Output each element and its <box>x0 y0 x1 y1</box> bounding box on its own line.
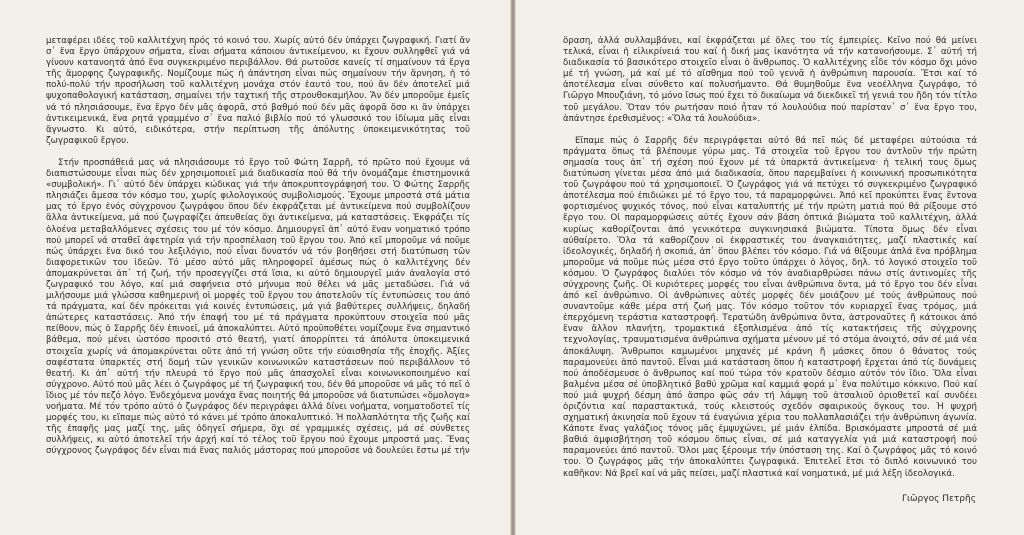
left-paragraph-2: Στήν προσπάθειά μας νά πλησιάσουμε τό ἔργο τοῦ Φώτη Σαρρῆ, τό πρῶτο πού ἔχουμε νά διαπιστώσουμε εἶναι πώς δέν χρησιμοποιεῖ μιά διαδικασία πού θά τήν ὀνομάζαμε ἐπιστημονικά «συμβολική». Γι᾿ αὐτό δέν ὑπάρχει κώδικας γιά τήν ἀποκρυπτογράφησή του. Ὁ Φώτης Σαρρῆς πλησιάζει ἄμεσα τόν κόσμο του, χωρίς φιλολογικούς συμβολισμούς. Ἔχουμε μπροστά στά μάτια μας τό ἔργο ἑνός σύγχρονου ζωγράφου ὅπου δέν ἐκφράζεται μέ ἀντικείμενα πού συμβολίζουν ἄλλα ἀντικείμενα, μά πού ζωγραφίζει ἀπευθείας ὅχι ἀντικείμενα, μά καταστάσεις. Ἐκφράζει τίς ὁλοένα μεταβαλλόμενες σχέσεις του μέ τόν κόσμο. Δημιουργεῖ ἀπ᾿ αὐτό ἕναν νοηματικό τρόπο πού μπορεῖ νά σταθεῖ ἀφετηρία γιά τήν προσπέλαση τοῦ ἔργου του. Ἀπό κεῖ μποροῦμε νά ποῦμε πώς ὑπάρχει ἕνα δικό του λεξιλόγιο, πού εἶναι δυνατόν νά τόν βοηθήσει στή διατύπωση τῶν διαφορετικῶν του ἰδεῶν. Τό μέσο αὐτό μᾶς πληροφορεῖ ἀμέσως πώς ὁ καλλιτέχνης δέν ἀπομακρύνεται ἀπ᾿ τή ζωή, τήν προσεγγίζει στά ἴσια, κι αὐτό δημιουργεῖ μιάν ἀναλογία στό ζωγραφικό του λόγο, καί μιά σαφήνεια στό μήνυμα πού θέλει νά μᾶς μεταδώσει. Γιά νά μιλήσουμε μιά γλώσσα καθημερινή οἱ μορφές τοῦ ἔργου του ἀποτελοῦν τίς ἐντυπώσεις του ἀπό τά πράγματα, καί δέν πρόκειται γιά κοινές ἐντυπώσεις, μά γιά βαθύτερες συλλήψεις, δηλαδή ἀπώτερες καταστάσεις. Ἀπό τήν ἐπαφή του μέ τά πράγματα προκύπτουν στοιχεῖα πού μᾶς πείθουν, πώς ὁ Σαρρῆς δέν ἐπινοεῖ, μά ἀποκαλύπτει. Αὐτό προϋποθέτει νομίζουμε ἕνα σημαντικό βάθεμα, πού μένει ὡστόσο προσιτό στό θεατή, γιατί ἀπορρίπτει τά ἀπόλυτα ὑποκειμενικά στοιχεῖα χωρίς νά ἀπομακρύνεται οὔτε ἀπό τή γνώση οὔτε τήν εὐαισθησία τῆς ἐποχῆς. Ἀξίες σαφέστατα ὑπαρκτές στή δομή τῶν γενικῶν κοινωνικῶν καταστάσεων πού περιβάλλουν τό θεατή. Κι ἀπ᾿ αὐτή τήν πλευρά τό ἔργο πού μᾶς ἀπασχολεῖ εἶναι κοινωνικοποιημένο καί σύγχρονο. Αὐτό πού μᾶς λέει ὁ ζωγράφος μέ τή ζωγραφική του, δέν θά μποροῦσε νά μᾶς τό πεῖ ὁ ἴδιος μέ τόν πεζό λόγο. Ἐνδεχόμενα μονάχα ἕνας ποιητής θά μποροῦσε νά διατυπώσει «ὅμολογα» νοήματα. Μέ τόν τρόπο αὐτό ὁ ζωγράφος δέν περιγράφει ἀλλά δίνει νοήματα, νοηματοδοτεῖ τίς μορφές του, κι εἴπαμε πώς αὐτό τό κάνει μέ τρόπο ἀποκαλυπτικό. Ἡ πολλαπλότητα τῆς ζωῆς καί τῆς ἐπαφῆς μας μαζί της, μᾶς ὁδηγεῖ σήμερα, ὅχι σέ γραμμικές σχέσεις, μά σέ σύνθετες συλλήψεις, κι αὐτό ἀποτελεῖ τήν ἀρχή καί τό τέλος τοῦ ἔργου πού ἔχουμε μπροστά μας. Ἕνας σύγχρονος ζωγράφος δέν εἶναι πιά ἕνας παλιός μάστορας πού μποροῦσε νά δουλεύει ἔστω μέ τήν <box>46 157 470 457</box>
left-page <box>0 0 511 535</box>
right-paragraph-2: Εἴπαμε πώς ὁ Σαρρῆς δέν περιγράφεται αὐτό θά πεῖ πώς δέ μεταφέρει αὐτούσια τά πράγματα ὅπως τά βλέπουμε γύρω μας. Τά στοιχεῖα τοῦ ἔργου του ἀντλοῦν τήν πρώτη σημασία τους ἀπ᾿ τή σχέση πού ἔχουν μέ τά ὑπαρκτά ἀντικείμενα· ἡ τελική τους ὅμως διατύπωση γίνεται μέσα ἀπό μιά διαδικασία, ὅπου παρεμβαίνει ἡ κοινωνική προσωπικότητα τοῦ ζωγράφου πού τά χρησιμοποιεῖ. Ὁ ζωγράφος γιά νά πετύχει τό συγκεκριμένο ζωγραφικό ἀποτέλεσμα πού ἐπιδιώκει μέ τό ἔργο του, τά παραμορφώνει. Ἀπό κεῖ προκύπτει ἕνας ἔντονα φορτισμένος ψυχικός τόνος, πού εἶναι καταλυπτής μέ τήν πρώτη ματιά πού θά ρίξουμε στό ἔργο του. Οἱ παραμορφώσεις αὐτές ἔχουν σάν βάση ὀπτικά βιώματα τοῦ καλλιτέχνη, ἀλλά κυρίως καθορίζονται ἀπό γενικότερα συγκινησιακά βιώματα. Τίποτα ὅμως δέν εἶναι αὐθαίρετο. Ὅλα τά καθορίζουν οἱ ἐκφραστικές του ἀναγκαιότητες, μαζί πλαστικές καί ἰδεολογικές, δηλαδή ἡ σκοπιά, ἀπ᾿ ὅπου βλέπει τόν κόσμο. Γιά νά θίξουμε ἀπλά ἕνα πρόβλημα μποροῦμε νά ποῦμε πώς μέσα στό ἔργο τοῦτο ὑπάρχει ὁ λόγος, δηλ. τό λογικό στοιχεῖο τοῦ κόσμου. Ὁ ζωγράφος διαλύει τόν κόσμο νά τόν ἀναδιαρθρώσει πάνω στίς ἀντινομίες τῆς σύγχρονης ζωῆς. Οἱ κυριότερες μορφές του εἶναι ἀνθρώπινα ὄντα, μά τό ἔργο του δέν εἶναι ἀπό κεῖ ἀνθρώπινο. Οἱ ἀνθρώπινες αὐτές μορφές δέν μοιάζουν μέ τούς ἀνθρώπους πού συναντοῦμε κάθε μέρα στή ζωή μας. Τόν κόσμο τοῦτον τόν κυριαρχεῖ ἕνας τρόμος, μιά ἐπερχόμενη τεράστια καταστροφή. Τερατώδη ἀνθρώπινα ὄντα, ἀστροναῦτες ἤ κάτοικοι ἀπό ἕναν ἄλλον πλανήτη, τρομακτικά ἐξοπλισμένα ἀπό τίς κατακτήσεις τῆς σύγχρονης τεχνολογίας, τραυματισμένα ἀνθρώπινα σχήματα μένουν μέ τό στόμα ἀνοιχτό, σάν σέ μιά νέα ἀποκάλυψη. Ἄνθρωποι καμωμένοι μηχανές μέ κράνη ἤ μάσκες ὅπου ὁ θάνατος τούς παραμονεύει ἀπό παντοῦ. Εἶναι μιά κατάσταση ὅπου ἡ καταστροφή ἔρχεται ἀπό τίς δυνάμεις πού ἀποδέσμευσε ὁ ἄνθρωπος καί πού τώρα τόν κρατοῦν δέσμιο αὐτόν τόν ἴδιο. Ὅλα εἶναι βαλμένα μέσα σέ ὑποβλητικό βαθύ χρῶμα καί καμμιά φορά μ᾿ ἕνα πολύτιμο κόκκινο. Πού καί πού μιά ψυχρή δέσμη ἀπό ἄσπρο φῶς σάν τή λάμψη τοῦ ἀτσαλιοῦ ὁριοθετεῖ καί συνδέει ὁριζόντια καί παραστακτικά, τούς κλειστούς σχεδόν σφαιρικούς ὄγκους του. Ἡ ψυχρή σχηματική ἀκινησία ποῦ ἔχουν τά ἐναγώνια χέρια του πολλαπλασιάζει τήν ἀνθρώπινη ἀγωνία. Κάποτε ἕνας γαλάζιος τόνος μᾶς ἐμψυχώνει, μέ μιάν ἐλπίδα. Βρισκόμαστε μπροστά σέ μιά βαθιά ἀμφισβήτηση τοῦ κόσμου ὅπως εἶναι, σέ μιά καταγγελία γιά μιά καταστροφή πού παραμονεύει ἀπό παντοῦ. Ὅλοι μας ξέρουμε τήν ὑπόσταση της. Καί ὁ ζωγράφος μᾶς τό κοινό του. Ὁ ζωγράφος μᾶς τήν ἀποκαλύπτει ζωγραφικά. Ἐπιτελεῖ ἔτσι τό διπλό κοινωνικό του καθῆκον: Νά βρεῖ καί νά μᾶς πείσει, μαζί πλαστικά καί νοηματικά, μέ μιά λέξη ἰδεολογικά. <box>563 135 977 479</box>
right-page-text-column <box>563 36 977 480</box>
right-paragraph-1: ὅραση, ἀλλά συλλαμβάνει, καί ἐκφράζεται μέ ὅλες του τίς ἐμπειρίες. Κεῖνο πού θά μείνει τελικά, εἶναι ἡ εἰλικρίνειά του καί ἡ δική μας ἱκανότητα νά τήν κατανοήσουμε. Σ᾿ αὐτή τή διαδικασία τό βασικότερο στοιχεῖο εἶναι ὁ ἄνθρωπος. Ὁ καλλιτέχνης εἶδε τόν κόσμο ὅχι μόνο μέ τή γνώση, μά καί μέ τό αἴσθημα πού τοῦ γεννᾶ ἡ ἀνθρώπινη παρουσία. Ἔτσι καί τό ἀποτέλεσμα εἶναι σύνθετο καί πολυσήμαντο. Θά θυμηθοῦμε ἕνα νεοέλληνα ζωγράφο, τό Γιῶργο Μπουζιάνη, τό μόνο ἴσως πού ἔχει τό δικαίωμα νά διεκδικεῖ τή γενιά του ἤδη τόν τίτλο τοῦ μεγάλου. Ὅταν τόν ρωτήσαν ποιό ἦταν τό λουλούδια πού παρίσταν᾿ σ᾿ ἕνα ἔργο του, ἀπάντησε ἐρεθισμένος: «Ὅλα τά λουλούδια». <box>563 36 977 124</box>
author-signature: Γιῶργος Πετρῆς <box>901 494 976 504</box>
left-page-text-column <box>46 36 470 457</box>
right-page <box>515 0 1024 535</box>
left-paragraph-1: μεταφέρει ιδέες τοῦ καλλιτέχνη πρός τό κοινό του. Χωρίς αὐτό δέν ὑπάρχει ζωγραφική. Γιατί ἄν σ᾿ ἕνα ἔργο ὑπάρχουν σήματα, εἶναι σήματα κάποιου ἀντικείμενου, κι ἔχουν συλληφθεῖ γιά νά γίνουν κατανοητά ἀπό ἕνα συγκεκριμένο περιβάλλον. Θά ρωτοῦσε κανείς τί σημαίνουν τά ἔργα τῆς ἄμορφης ζωγραφικῆς. Νομίζουμε πώς ἡ ἀπάντηση εἶναι πώς σημαίνουν τήν ἄρνηση, ἡ τό πολύ-πολύ τήν προσήλωση τοῦ καλλιτέχνη μονάχα στόν ἑαυτό του, πού ἄν δέν ἀποτελεῖ μιά ψυχοπαθολογική κατάσταση, σημαίνει τήν ταχτική τῆς στρουθοκαμήλου. Ἄν δέν μποροῦμε ἐμεῖς νά τό πλησιάσουμε, ἕνα ἔργο δέν μᾶς ἀφορᾶ, στό βαθμό πού δέν μᾶς ἀφορᾶ ὅσο κι ἄν ὑπάρχει ἀντικειμενικά, ἕνα ρητά γραμμένο σ᾿ ἕνα παλιό βιβλίο πού τό γλωσσικό του ἰδίωμα μᾶς εἶναι ἄγνωστο. Κι αὐτό, ειδικότερα, στήν περίπτωση τῆς ἀπόλυτης ὑποκειμενικότητας τοῦ ζωγραφικοῦ ἔργου. <box>46 36 470 146</box>
